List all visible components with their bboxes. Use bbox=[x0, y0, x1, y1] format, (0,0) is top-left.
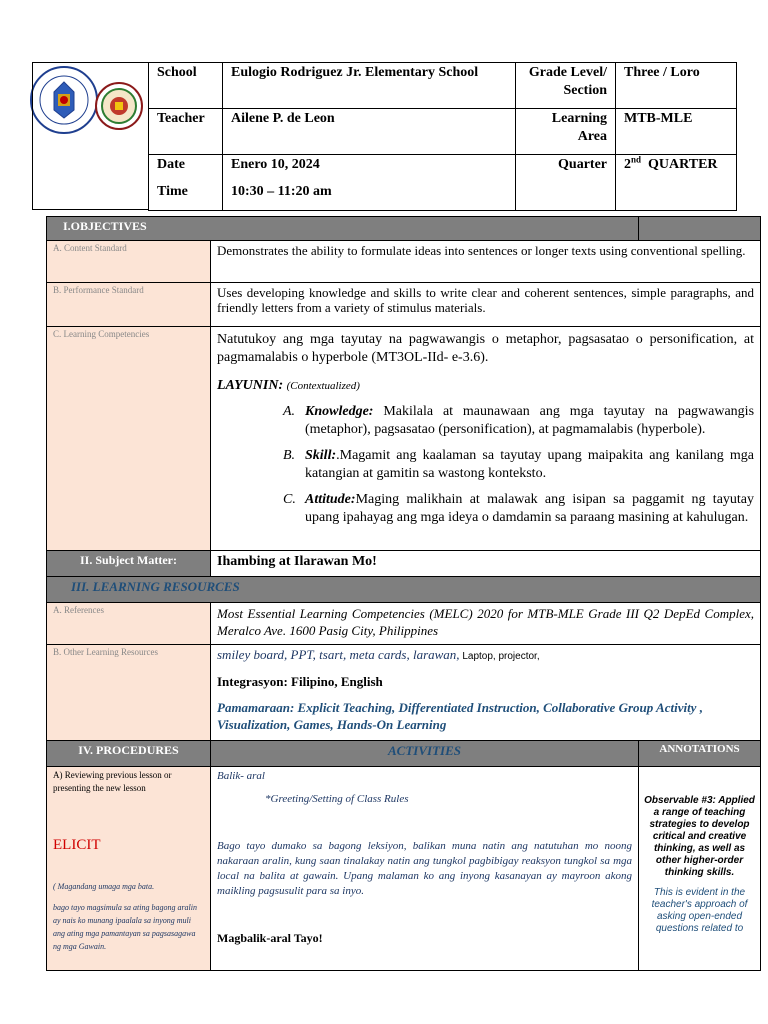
performance-standard-text: Uses developing knowledge and skills to write clear and coherent sentences, simple paragraphs, and friendly letters from a variety of stimulus materials. bbox=[211, 283, 761, 327]
teacher-label: Teacher bbox=[149, 109, 223, 155]
balik-aral-label: Balik- aral bbox=[217, 770, 265, 782]
school-label: School bbox=[149, 63, 223, 109]
objectives-list bbox=[283, 403, 754, 527]
procedures-heading: IV. PROCEDURES bbox=[47, 741, 211, 767]
magbalik-aral-line: Magbalik-aral Tayo! bbox=[217, 931, 323, 945]
subject-matter-label: II. Subject Matter: bbox=[47, 551, 211, 577]
content-standard-text: Demonstrates the ability to formulate ideas into sentences or longer texts using conventional spelling. bbox=[211, 241, 761, 283]
greeting-note: ( Magandang umaga mga bata. bbox=[53, 882, 155, 891]
lesson-plan-table bbox=[46, 216, 761, 971]
elicit-label: ELICIT bbox=[53, 837, 101, 853]
date-time-values bbox=[223, 155, 516, 211]
grade-label: Grade Level/ Section bbox=[516, 63, 616, 109]
objectives-heading-blank bbox=[639, 217, 761, 241]
references-text: Most Essential Learning Competencies (MELC) 2020 for MTB-MLE Grade III Q2 DepEd Complex, Meralco Ave. 1600 Pasig City, Philippines bbox=[211, 603, 761, 645]
layunin-label: LAYUNIN: bbox=[217, 378, 284, 393]
learning-resources-heading: III. LEARNING RESOURCES bbox=[47, 577, 761, 603]
layunin-note: (Contextualized) bbox=[286, 380, 360, 392]
school-value: Eulogio Rodriguez Jr. Elementary School bbox=[223, 63, 516, 109]
date-label: Date bbox=[157, 157, 185, 172]
learning-area-value: MTB-MLE bbox=[616, 109, 737, 155]
annotations-heading: ANNOTATIONS bbox=[639, 741, 761, 767]
other-resources-label: B. Other Learning Resources bbox=[47, 645, 211, 741]
references-label: A. References bbox=[47, 603, 211, 645]
competencies-cell bbox=[211, 327, 761, 551]
procedure-a-label: A) Reviewing previous lesson or presenting the new lesson bbox=[53, 770, 172, 793]
learning-area-label: Learning Area bbox=[516, 109, 616, 155]
layunin-line bbox=[217, 377, 754, 395]
competencies-text: Natutukoy ang mga tayutay na pagwawangis o metaphor, pagsasatao o personification, at pagmamalabis o hyperbole (MT3OL-IId- e-3.6). bbox=[217, 332, 755, 365]
objectives-heading: I.OBJECTIVES bbox=[47, 217, 639, 241]
competencies-label: C. Learning Competencies bbox=[47, 327, 211, 551]
objective-attitude: C. Attitude:Maging malikhain at malawak ang isipan sa paggamit ng tayutay upang ipahayag ang mga ideya o damdamin sa paraang masining at kahulugan. bbox=[283, 492, 755, 525]
annotations-cell bbox=[639, 767, 761, 971]
time-label: Time bbox=[157, 184, 188, 199]
performance-standard-label: B. Performance Standard bbox=[47, 283, 211, 327]
quarter-value: 2nd QUARTER bbox=[616, 155, 737, 211]
pamamaraan-line: Pamamaraan: Explicit Teaching, Differentiated Instruction, Collaborative Group Activity , Visualization, Games, Hands-On Learning bbox=[217, 700, 703, 732]
subject-matter-value: Ihambing at Ilarawan Mo! bbox=[211, 551, 761, 577]
rules-note: bago tayo magsimula sa ating bagong aralin ay nais ko munang ipaalala sa inyong muli ang ating mga pamantayan sa pagsasagawa ng mga Gawain. bbox=[53, 903, 198, 951]
other-resources-cell bbox=[211, 645, 761, 741]
activities-cell bbox=[211, 767, 639, 971]
objective-knowledge: A. Knowledge: Makilala at maunawaan ang mga tayutay na pagwawangis (metaphor), pagsasatao (personification), at pagmamalabis (hyperbole). bbox=[283, 404, 755, 437]
materials-line: smiley board, PPT, tsart, meta cards, larawan, Laptop, projector, bbox=[217, 647, 540, 662]
procedure-a-cell bbox=[47, 767, 211, 971]
date-value: Enero 10, 2024 bbox=[231, 157, 320, 172]
date-time-labels bbox=[149, 155, 223, 211]
intro-text: Bago tayo dumako sa bagong leksiyon, balikan muna natin ang natutuhan mo noong nakaraan aralin, kung saan tinalakay natin ang tungkol pagbibigay reaksyon tungkol sa mga local na balita at gawain. Upang malaman ko ang inyong kasanayan ay mayroon akong maikling pagsusulit para sa inyo. bbox=[217, 840, 633, 897]
quarter-label: Quarter bbox=[516, 155, 616, 211]
header-table bbox=[148, 62, 737, 211]
grade-value: Three / Loro bbox=[616, 63, 737, 109]
content-standard-label: A. Content Standard bbox=[47, 241, 211, 283]
greeting-line: *Greeting/Setting of Class Rules bbox=[265, 793, 409, 805]
objective-skill: B. Skill:.Magamit ang kaalaman sa tayutay upang maipakita ang kanilang mga katangian at gamitin sa wastong konteksto. bbox=[283, 448, 755, 481]
integrasyon-line: Integrasyon: Filipino, English bbox=[217, 674, 383, 689]
header-logo-cell bbox=[32, 62, 149, 210]
annotation-observable: Observable #3: Applied a range of teaching strategies to develop critical and creative thinking, as well as other higher-order thinking skills. This is evident in the teacher's approach of asking open-ended questions related to bbox=[644, 795, 755, 934]
time-value: 10:30 – 11:20 am bbox=[231, 184, 332, 199]
activities-heading: ACTIVITIES bbox=[211, 741, 639, 767]
teacher-value: Ailene P. de Leon bbox=[223, 109, 516, 155]
